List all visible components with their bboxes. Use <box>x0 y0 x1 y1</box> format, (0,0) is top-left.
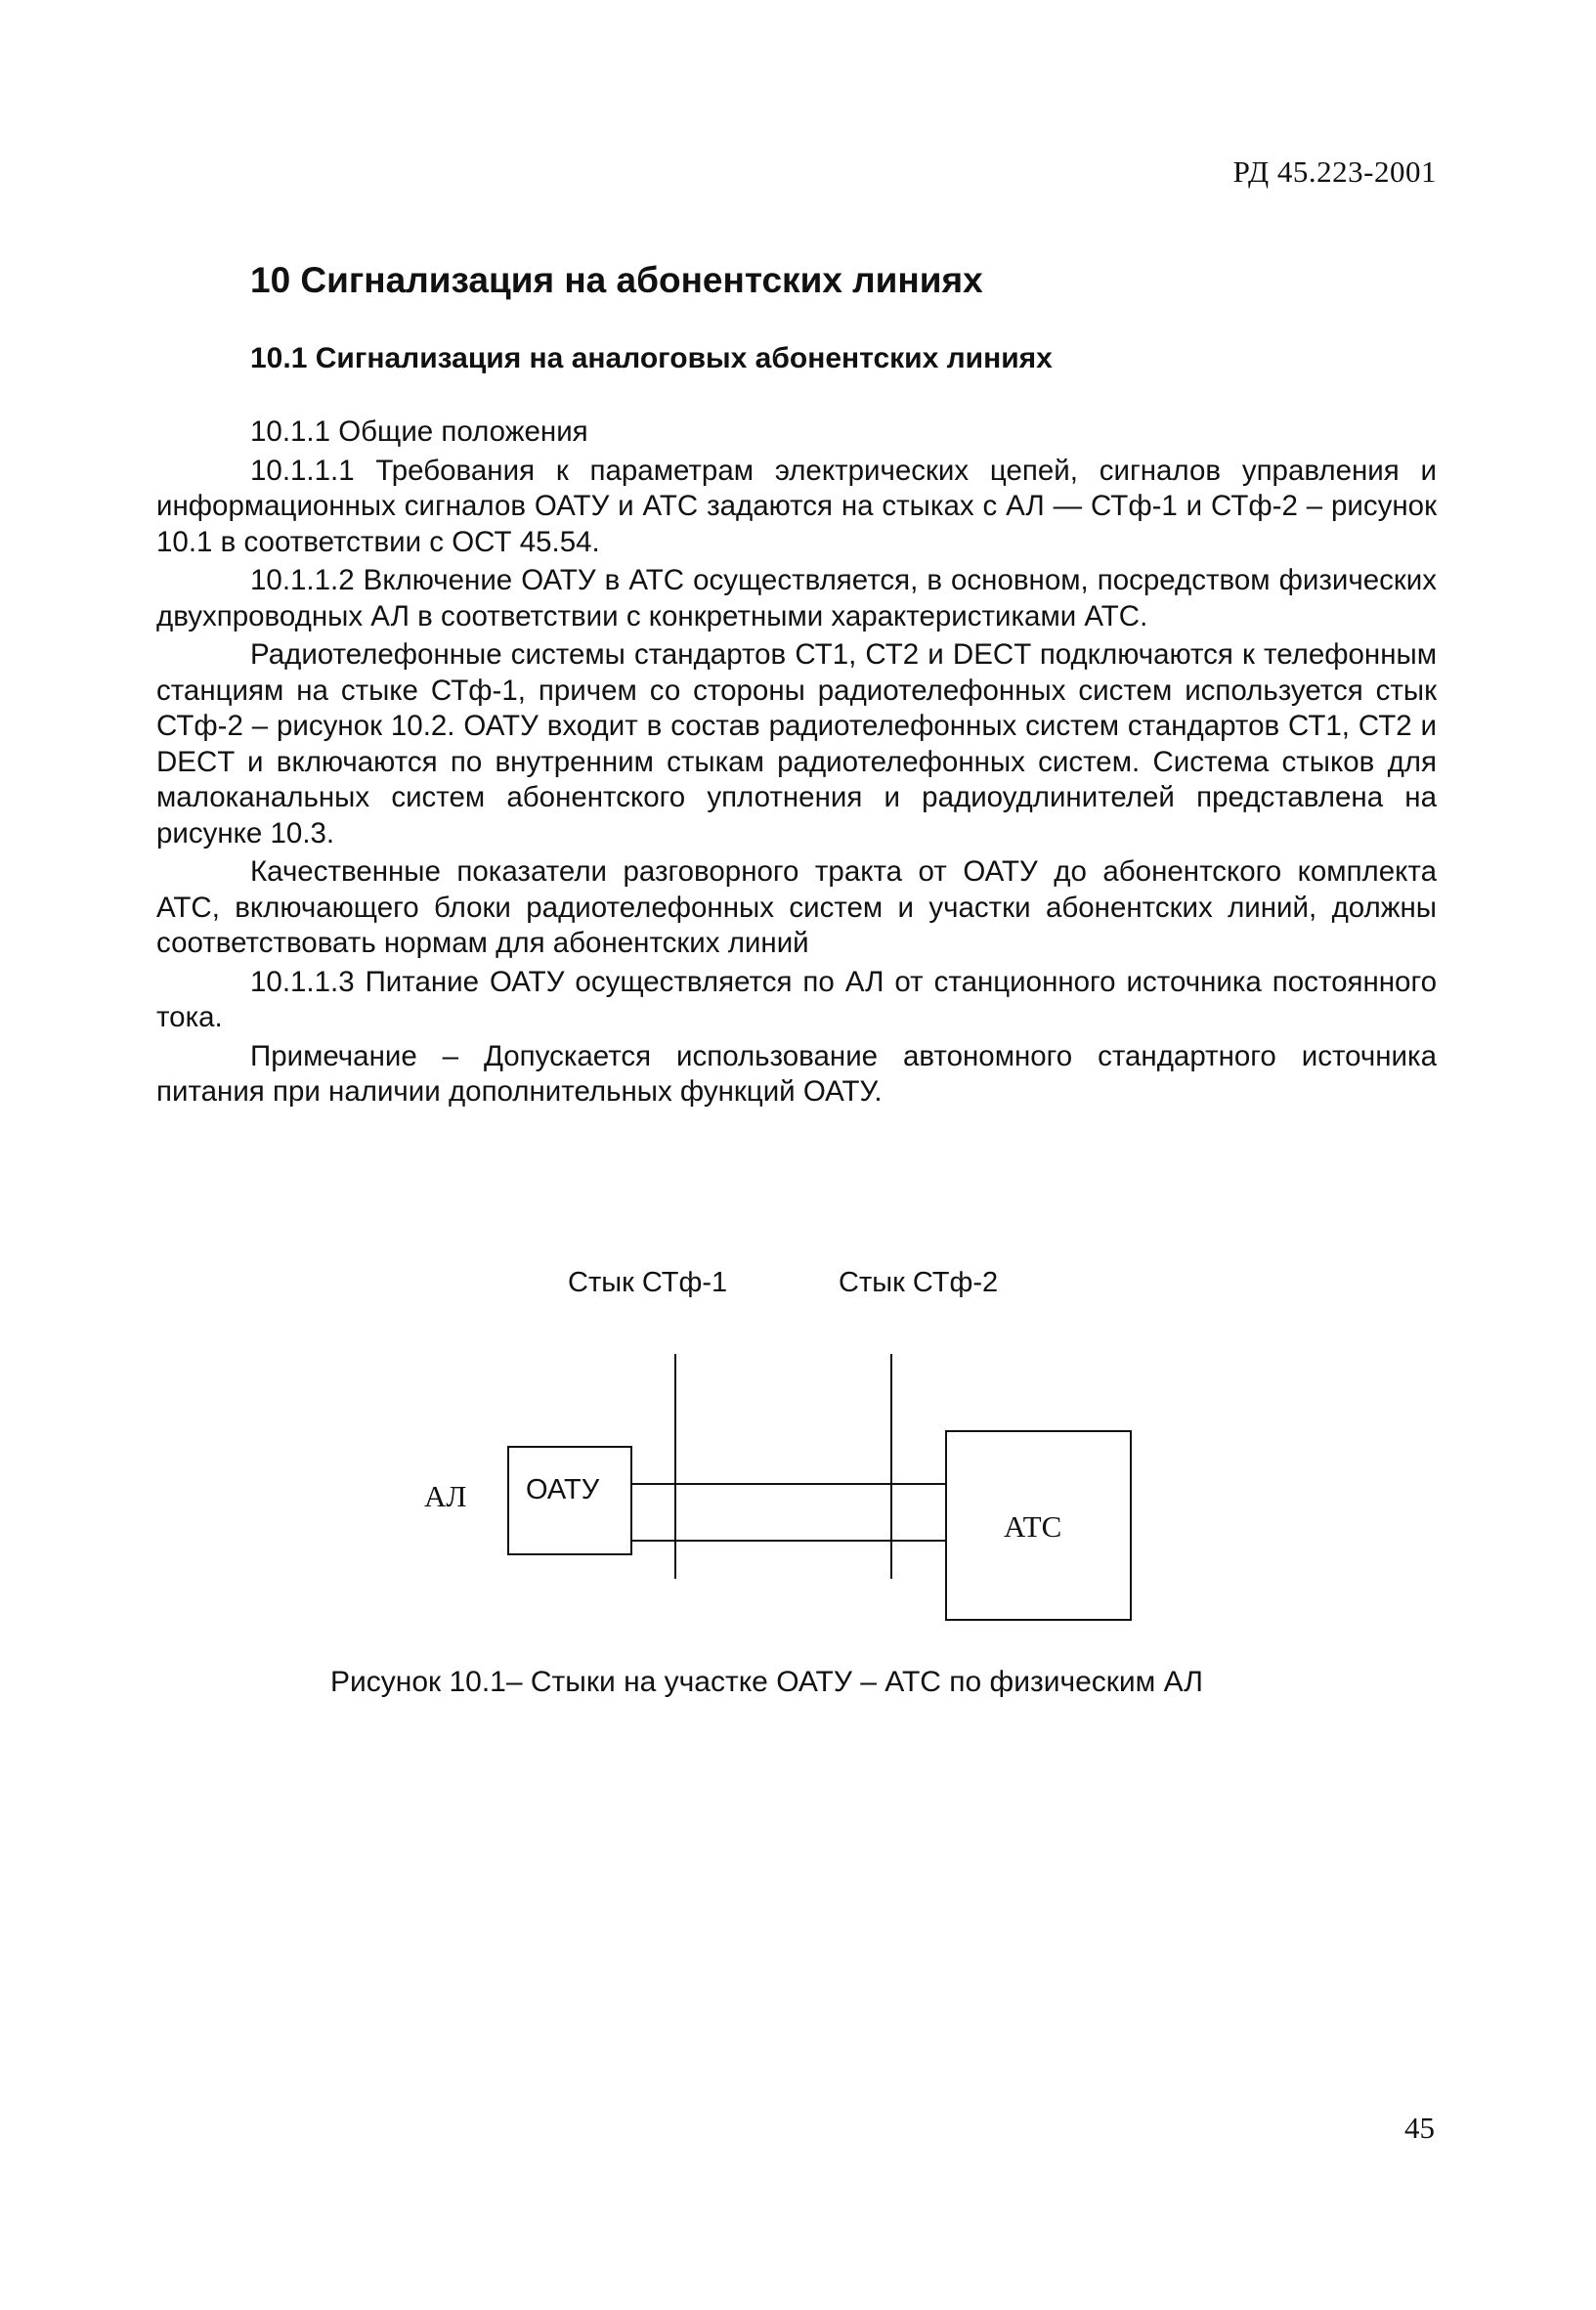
paragraph-10-1-1-1: 10.1.1.1 Требования к параметрам электрических цепей, сигналов управления и информационных сигналов ОАТУ и АТС задаются на стыках с АЛ — СТф-1 и СТф-2 – рисунок 10.1 в соответствии с ОСТ 45.54. <box>156 454 1437 558</box>
paragraph-radiotelephone-systems: Радиотелефонные системы стандартов СТ1, СТ2 и DECT подключаются к телефонным станциям на стыке СТф-1, причем со стороны радиотелефонных систем используется стык СТф-2 – рисунок 10.2. ОАТУ входит в состав радиотелефонных систем стандартов СТ1, СТ2 и DECT и включаются по внутренним стыкам радиотелефонных систем. Система стыков для малоканальных систем абонентского уплотнения и радиоудлинителей представлена на рисунке 10.3. <box>156 638 1437 850</box>
paragraph-note: Примечание – Допускается использование автономного стандартного источника питания при наличии дополнительных функций ОАТУ. <box>156 1039 1437 1108</box>
page-number: 45 <box>1404 2111 1435 2145</box>
label-stf1: Стык СТф-1 <box>568 1267 728 1298</box>
oatu-box-label: ОАТУ <box>526 1474 600 1505</box>
subsection-title: 10.1 Сигнализация на аналоговых абонентских линиях <box>250 342 1053 374</box>
figure-caption: Рисунок 10.1– Стыки на участке ОАТУ – АТС по физическим АЛ <box>330 1666 1203 1698</box>
document-code: РД 45.223-2001 <box>1232 154 1437 189</box>
paragraph-general-provisions: 10.1.1 Общие положения <box>250 415 588 448</box>
label-al: АЛ <box>424 1479 467 1513</box>
paragraph-quality-indicators: Качественные показатели разговорного тракта от ОАТУ до абонентского комплекта АТС, включающего блоки радиотелефонных систем и участки абонентских линий, должны соответствовать нормам для абонентских линий <box>156 855 1437 959</box>
paragraph-10-1-1-3: 10.1.1.3 Питание ОАТУ осуществляется по АЛ от станционного источника постоянного тока. <box>156 965 1437 1033</box>
ats-box-label: АТС <box>1004 1509 1062 1544</box>
ats-box <box>946 1431 1131 1620</box>
oatu-box <box>508 1447 631 1554</box>
paragraph-10-1-1-2: 10.1.1.2 Включение ОАТУ в АТС осуществляется, в основном, посредством физических двухпроводных АЛ в соответствии с конкретными характеристиками АТС. <box>156 564 1437 632</box>
section-title: 10 Сигнализация на абонентских линиях <box>250 260 983 300</box>
label-stf2: Стык СТф-2 <box>839 1267 999 1298</box>
body-text <box>156 414 1437 1113</box>
